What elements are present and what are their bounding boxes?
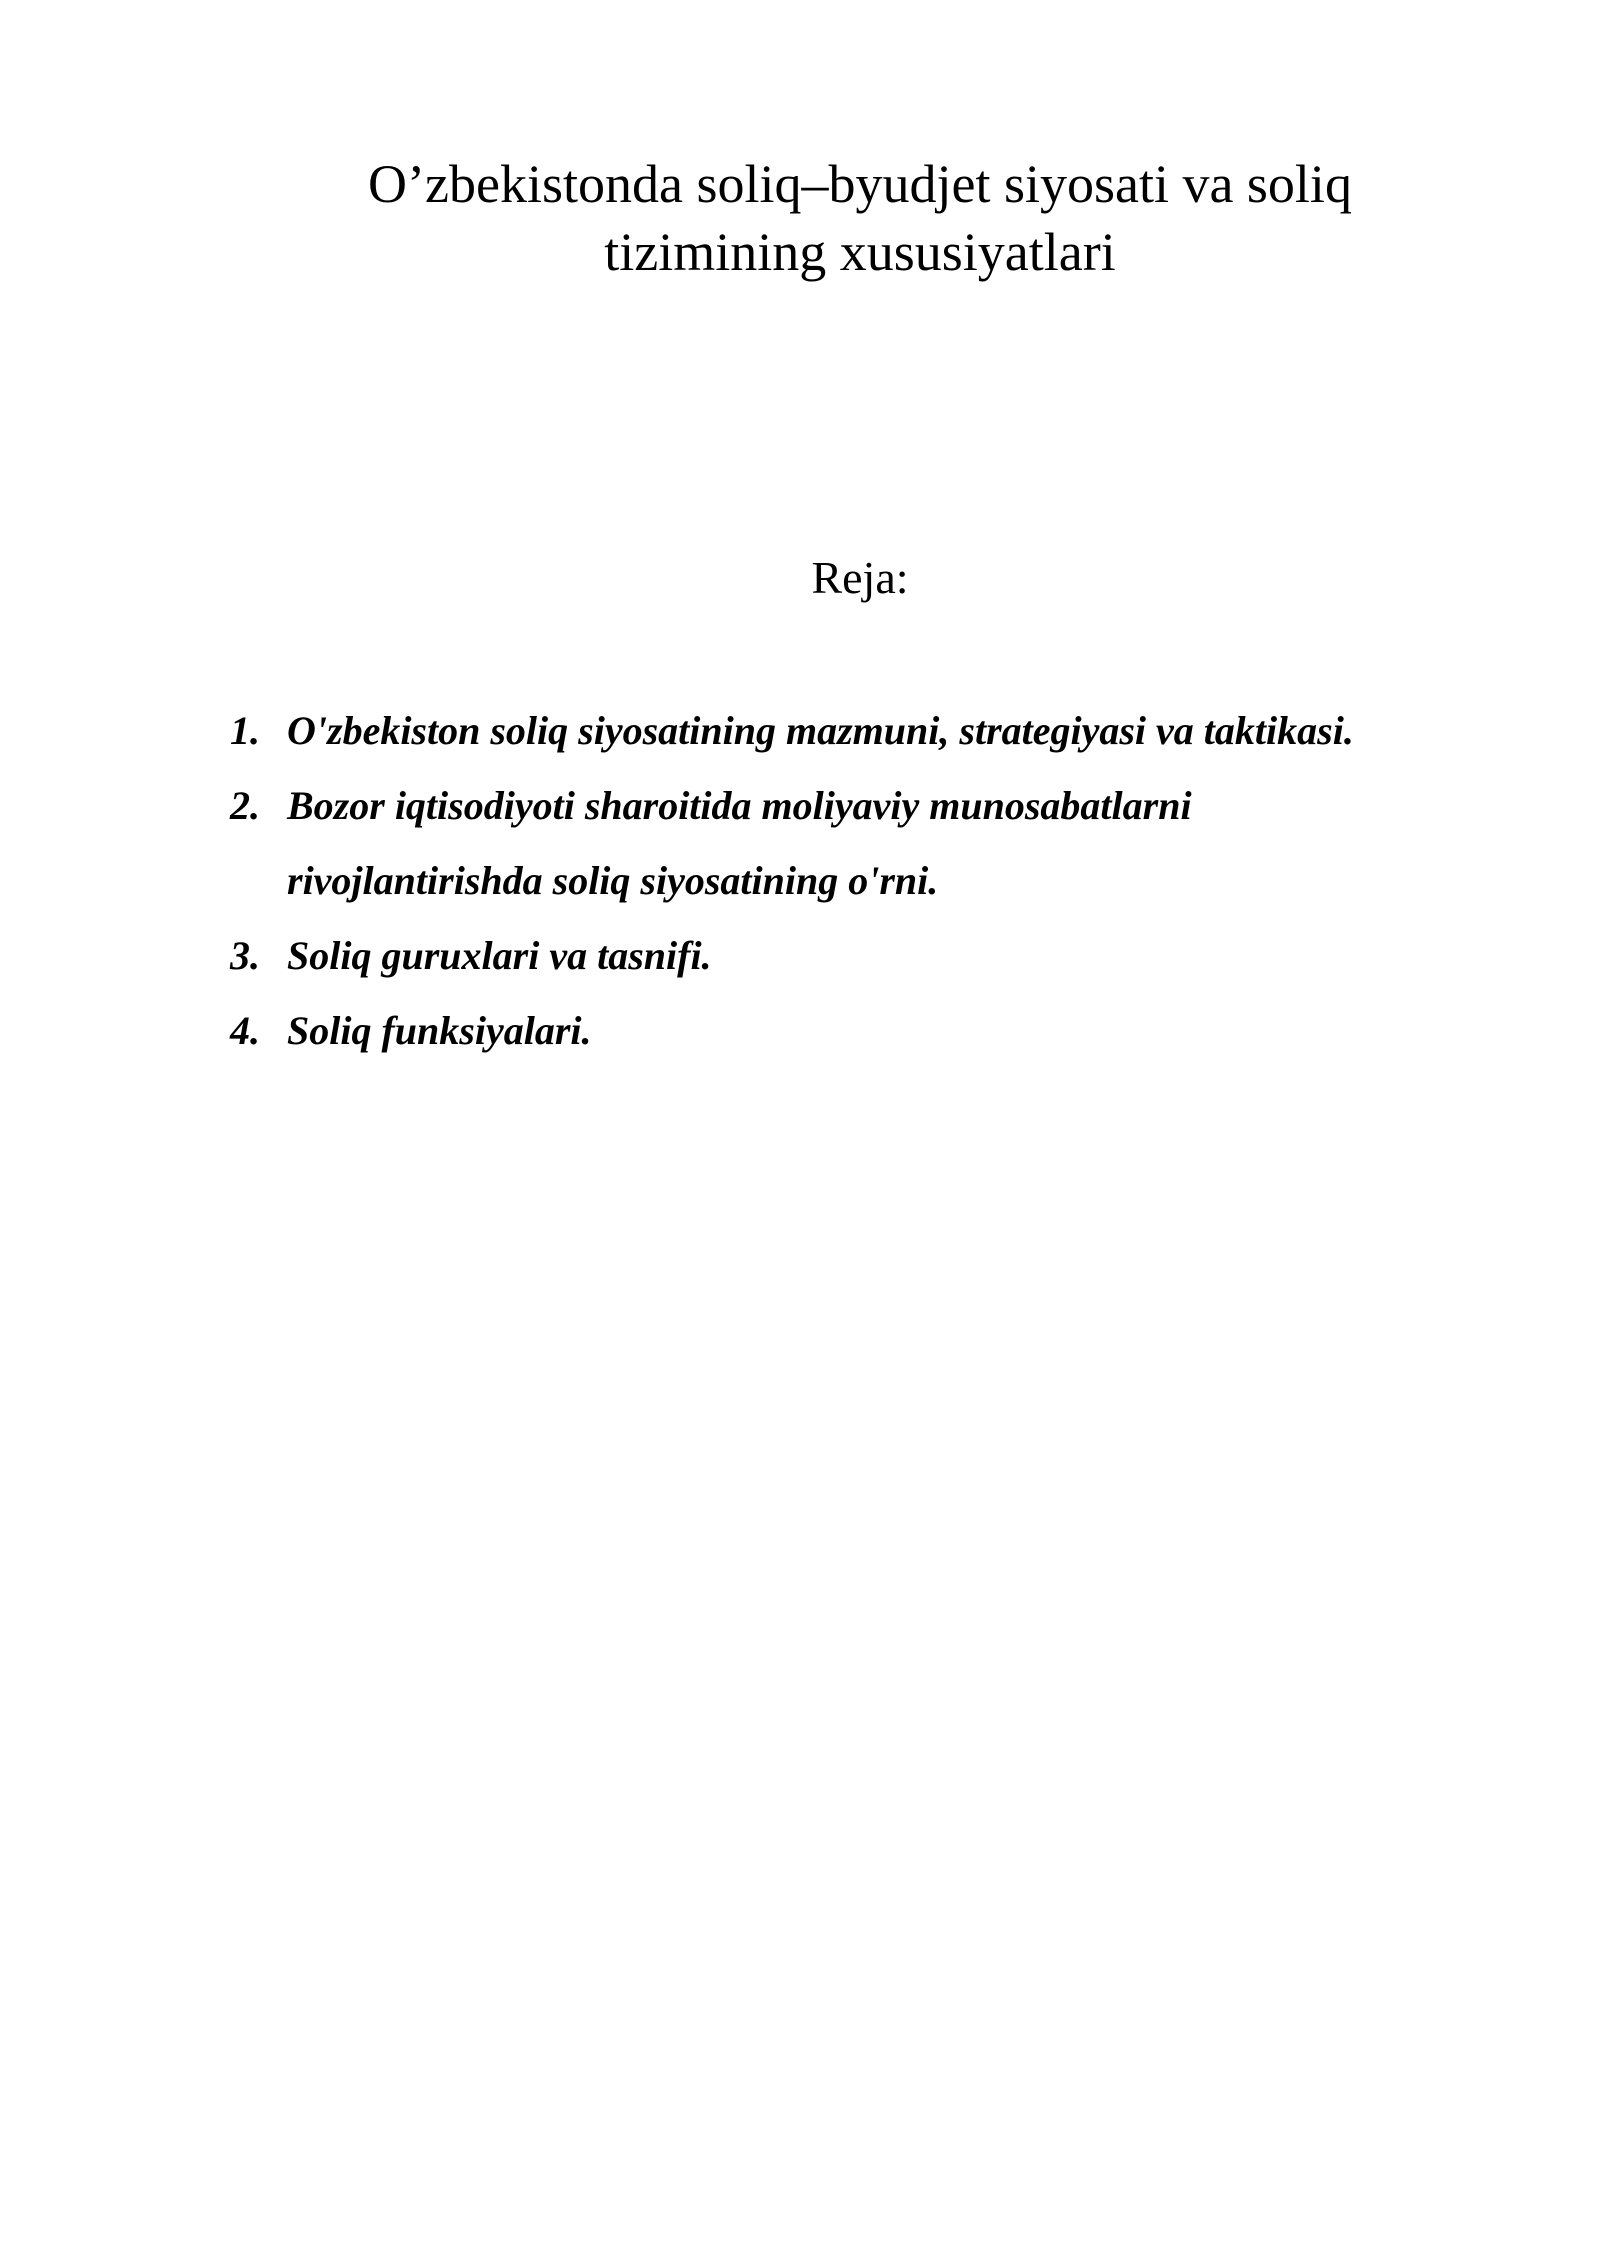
plan-item-line: rivojlantirishda soliq siyosatining o'rni. <box>287 858 939 903</box>
plan-item-number: 2. <box>230 783 260 828</box>
plan-item-line: Soliq guruxlari va tasnifi. <box>287 933 712 978</box>
plan-item-2 <box>230 768 1570 918</box>
plan-list <box>230 693 1570 1068</box>
plan-item-text <box>287 693 1570 768</box>
document-title <box>300 150 1420 286</box>
plan-item-line: Soliq funksiyalari. <box>287 1008 592 1053</box>
plan-item-number: 1. <box>230 708 260 753</box>
plan-item-line: O'zbekiston soliq siyosatining mazmuni, strategiyasi va taktikasi. <box>287 708 1354 753</box>
plan-item-number: 4. <box>230 1008 260 1053</box>
title-line-1: O’zbekistonda soliq–byudjet siyosati va soliq <box>368 154 1352 214</box>
plan-item-3 <box>230 918 1570 993</box>
plan-item-1 <box>230 693 1570 768</box>
title-line-2: tizimining xususiyatlari <box>604 222 1116 282</box>
plan-item-text <box>287 918 1570 993</box>
plan-item-4 <box>230 993 1570 1068</box>
plan-heading: Reja: <box>811 552 909 603</box>
plan-item-line: Bozor iqtisodiyoti sharoitida moliyaviy munosabatlarni <box>287 783 1192 828</box>
plan-item-text <box>287 768 1570 918</box>
plan-item-text <box>287 993 1570 1068</box>
plan-item-number: 3. <box>230 933 260 978</box>
